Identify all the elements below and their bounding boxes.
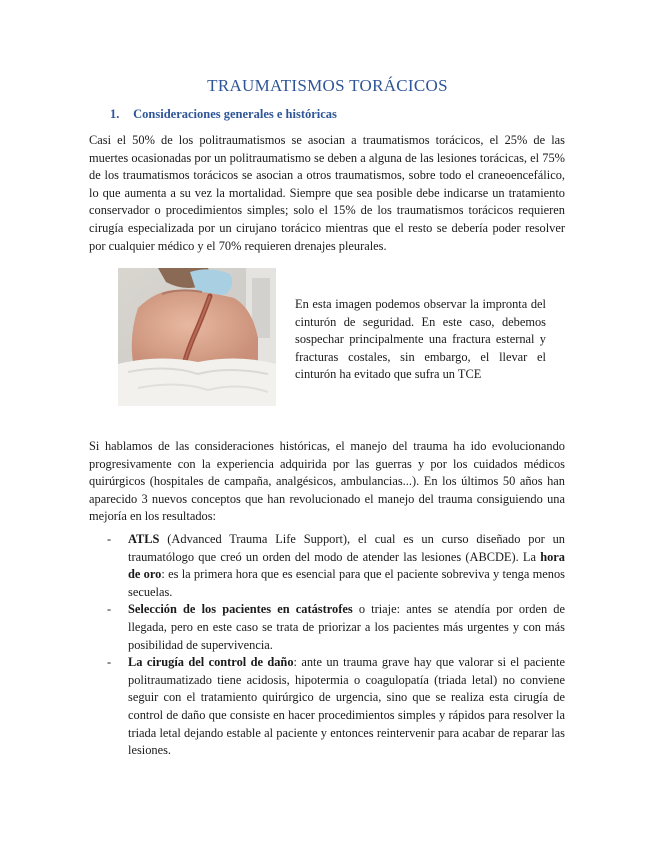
concepts-list (89, 531, 565, 760)
image-caption: En esta imagen podemos observar la impronta del cinturón de seguridad. En este caso, debemos sospechar principalmente una fractura esternal y fracturas costales, sin embargo, el llevar el cinturón ha evitado que sufra un TCE (295, 297, 546, 382)
list-item (89, 654, 565, 760)
list-item-term: La cirugía del control de daño (128, 655, 294, 670)
list-dash: - (107, 655, 112, 670)
paragraph-history: Si hablamos de las consideraciones históricas, el manejo del trauma ha ido evolucionando progresivamente con la experiencia adquirida por las guerras y por los cuidados médicos quirúrgicos (hospitales de campaña, analgésicos, ambulancias...). En los últimos 50 años han aparecido 3 nuevos conceptos que han revolucionado el manejo del trauma consiguiendo una mejoría en los resultados: (89, 439, 565, 524)
list-item-term: Selección de los pacientes en catástrofes (128, 602, 353, 617)
list-item-text: : ante un trauma grave hay que valorar si el paciente politraumatizado tiene acidosis, hipotermia o coagulopatía (triada letal) no conviene seguir con el tratamiento quirúrgico de urgencia, sino que se realiza esta cirugía de control de daño que consiste en hacer procedimientos simples y rápidos para resolver la triada letal dejando estable al paciente y entonces reintervenir para acabar de reparar las lesiones. (128, 655, 566, 758)
section-number: 1. (110, 107, 120, 121)
list-item (89, 601, 565, 654)
list-item-term: hora de oro (128, 549, 565, 582)
list-dash: - (107, 532, 112, 546)
list-item-text: (Advanced Trauma Life Support), el cual es un curso diseñado por un traumatólogo que creó un orden del modo de atender las lesiones (ABCDE). La (128, 532, 565, 564)
section-heading (110, 107, 337, 122)
list-dash: - (107, 602, 112, 617)
list-item-term: ATLS (128, 532, 160, 546)
list-item (89, 531, 565, 601)
document-title: TRAUMATISMOS TORÁCICOS (207, 76, 448, 95)
section-heading-text: Consideraciones generales e históricas (133, 107, 337, 121)
list-item-text: : es la primera hora que es esencial para que el paciente sobreviva y tenga menos secuelas. (128, 567, 566, 599)
seatbelt-injury-photo (118, 268, 276, 406)
list-item-text: o triaje: antes se atendía por orden de llegada, pero en este caso se trata de priorizar a los pacientes más urgentes y con más posibilidad de supervivencia. (128, 602, 565, 652)
paragraph-statistics: Casi el 50% de los politraumatismos se asocian a traumatismos torácicos, el 25% de las muertes ocasionadas por un politraumatismo se deben a alguna de las lesiones torácicas, el 75% de los traumatismos torácicos se asocian a otros traumatismos, sobre todo el craneoencefálico, lo que aumenta a su vez la mortalidad. Siempre que sea posible debe indicarse un tratamiento conservador o procedimientos simples; solo el 15% de los traumatismos torácicos requieren cirugía especializada por un cirujano torácico mientras que el resto se debería poder resolver por cualquier médico y el 70% requieren drenajes pleurales. (89, 133, 565, 253)
